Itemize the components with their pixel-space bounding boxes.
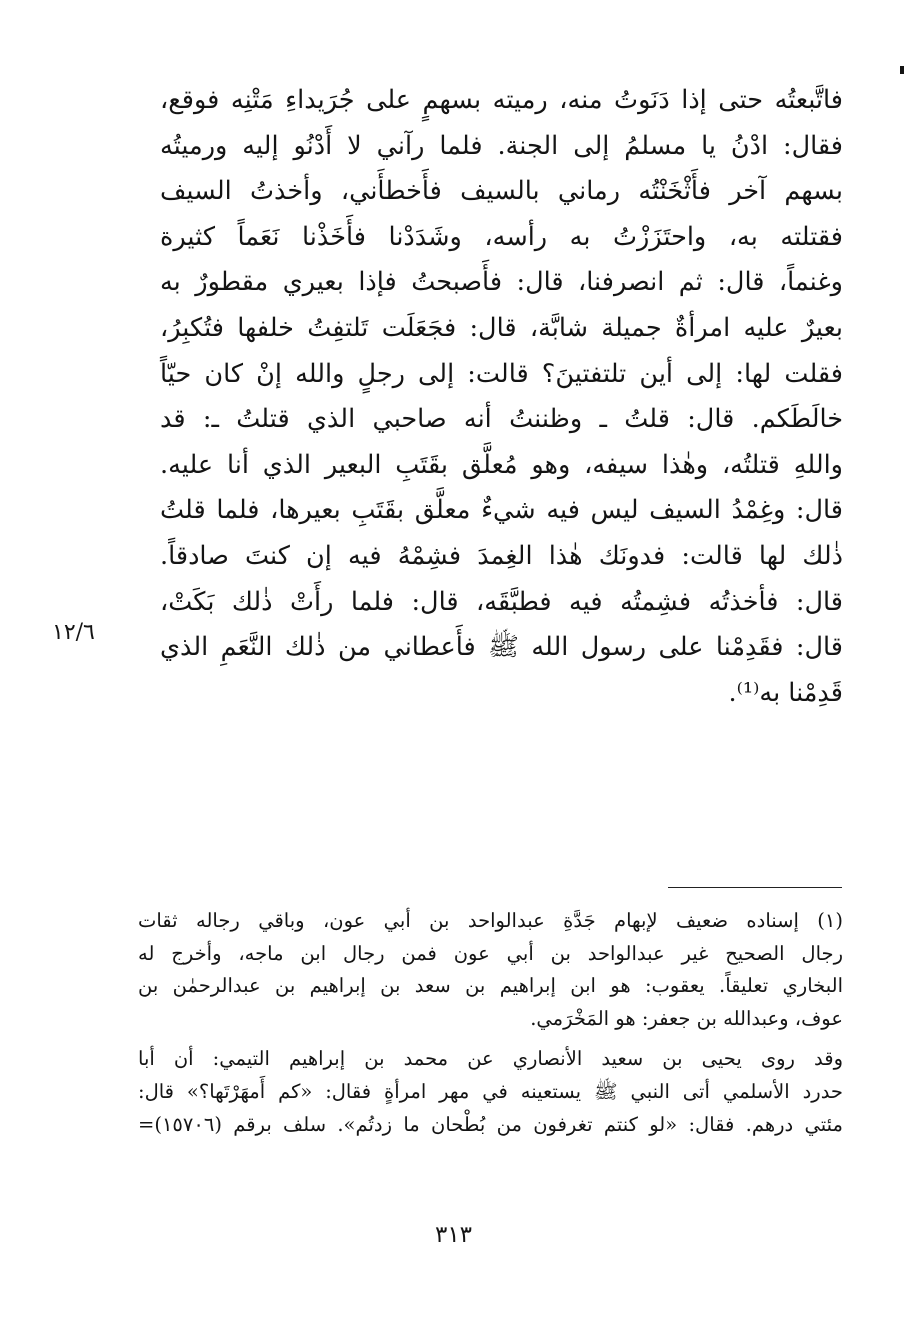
footnote-gap	[138, 1035, 843, 1043]
main-text-line: وغنماً، قال: ثم انصرفنا، قال: فأَصبحتُ فإذا بعيري مقطورٌ به	[160, 267, 843, 298]
main-text-line: واللهِ قتلتُه، وهٰذا سيفه، وهو مُعلَّق بقَتَبِ البعير الذي أنا عليه.	[160, 449, 843, 480]
main-text-line: ذٰلك لها قالت: فدونَك هٰذا الغِمدَ فشِمْهُ فيه إن كنتَ صادقاً.	[160, 540, 843, 571]
main-text-line: قال: فقَدِمْنا على رسول الله ﷺ فأَعطاني من ذٰلك النَّعَمِ الذي	[160, 632, 843, 663]
main-text-line: فقلت لها: إلى أين تلتفتينَ؟ قالت: إلى رجلٍ والله إنْ كان حيّاً	[160, 358, 843, 389]
footnote-line: مئتي درهم. فقال: «لو كنتم تغرفون من بُطْحان ما زدتُم». سلف برقم (١٥٧٠٦)=	[138, 1112, 843, 1136]
main-text-line: خالَطَكم. قال: قلتُ ـ وظننتُ أنه صاحبي الذي قتلتُ ـ: قد	[160, 404, 843, 435]
corner-mark	[900, 66, 904, 74]
main-text-line: قال: فأخذتُه فشِمتُه فيه فطبَّقَه، قال: فلما رأَتْ ذٰلك بَكَتْ،	[160, 586, 843, 617]
footnotes-block	[138, 905, 843, 1141]
footnote-separator	[668, 887, 842, 888]
footnote-line: عوف، وعبدالله بن جعفر: هو المَخْرَمي.	[530, 1006, 843, 1030]
main-text-line: قَدِمْنا به⁽¹⁾.	[728, 677, 843, 708]
footnote-line: وقد روى يحيى بن سعيد الأنصاري عن محمد بن إبراهيم التيمي: أن أبا	[138, 1047, 843, 1071]
footnote-line: رجال الصحيح غير عبدالواحد بن أبي عون فمن رجال ابن ماجه، وأخرج له	[138, 941, 843, 965]
main-text-block	[160, 78, 843, 716]
main-text-line: بسهم آخر فأَثْخَنْتُه رماني بالسيف فأَخطأَني، وأخذتُ السيف	[160, 176, 843, 207]
main-text-line: فقتلته به، واحتَزَزْتُ به رأسه، وشَدَدْنا فأَخَذْنا نَعَماً كثيرة	[160, 221, 843, 252]
main-text-line: فقال: ادْنُ يا مسلمُ إلى الجنة. فلما رآني لا أَدْنُو إليه ورميتُه	[160, 130, 843, 161]
footnote-line: (١) إسناده ضعيف لإبهام جَدَّةِ عبدالواحد بن أبي عون، وباقي رجاله ثقات	[138, 909, 843, 932]
page-number: ٣١٣	[434, 1222, 473, 1248]
main-text-line: فاتَّبعتُه حتى إذا دَنَوتُ منه، رميته بسهمٍ على جُرَيداءِ مَتْنِه فوقع،	[160, 85, 843, 115]
main-text-line: قال: وغِمْدُ السيف ليس فيه شيءٌ معلَّق بقَتَبِ بعيرها، فلما قلتُ	[160, 495, 843, 526]
footnote-line: البخاري تعليقاً. يعقوب: هو ابن إبراهيم بن سعد بن إبراهيم بن عبدالرحمٰن بن	[138, 974, 843, 998]
footnote-line: حدرد الأسلمي أتى النبي ﷺ يستعينه في مهر امرأةٍ فقال: «كم أَمهَرْتَها؟» قال:	[138, 1079, 843, 1103]
margin-reference: ١٢/٦	[52, 620, 95, 645]
main-text-line: بعيرٌ عليه امرأةٌ جميلة شابَّة، قال: فجَعَلَت تَلتفِتُ خلفها فتُكبِرُ،	[160, 312, 843, 343]
